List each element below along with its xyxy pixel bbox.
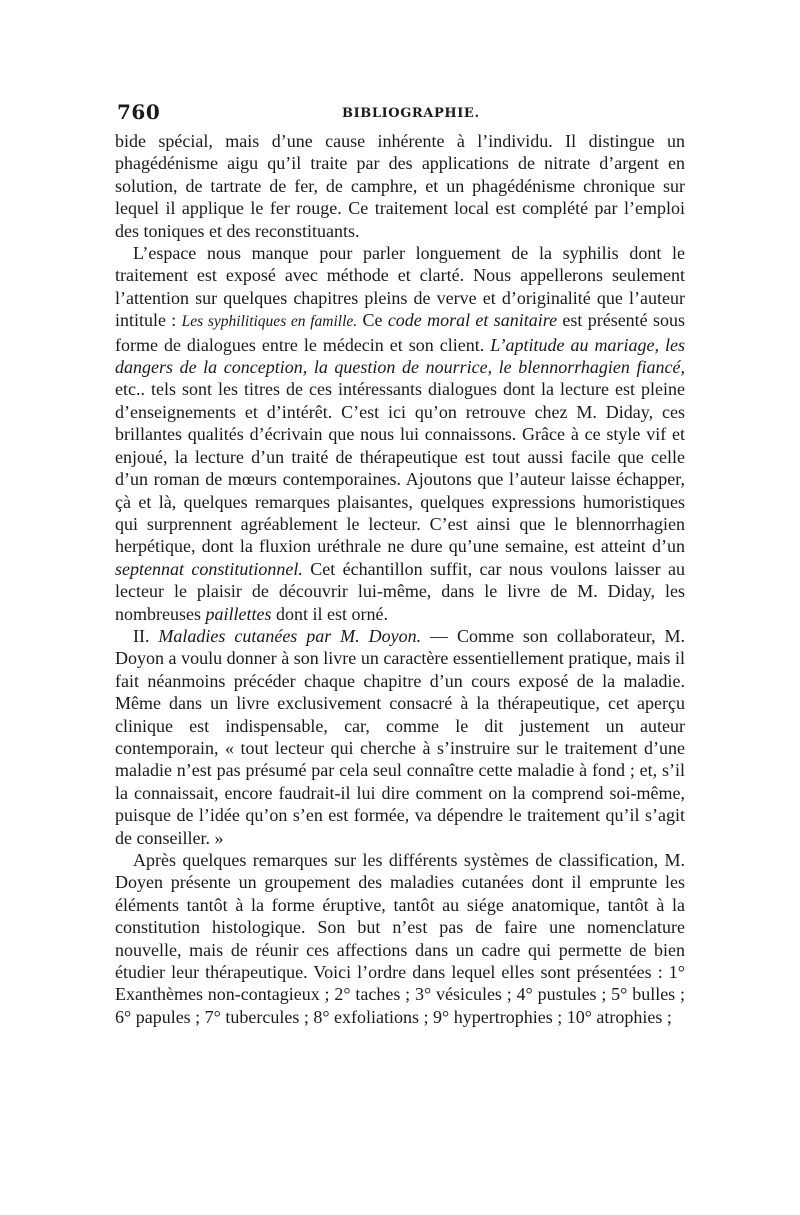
running-title: BIBLIOGRAPHIE. <box>342 106 480 121</box>
text-run: etc.. tels sont les titres de ces intéressants dialogues dont la lecture est pleine d’enseignements et d’intérêt. C’est ici qu’on retrouve chez M. Diday, ces brillantes qualités d’écrivain que nous lui connaissons. Grâce à ce style vif et enjoué, la lecture d’un traité de thérapeutique est tout aussi facile que celle d’un roman de mœurs contemporaines. Ajoutons que l’auteur laisse échapper, çà et là, quelques remarques plaisantes, quelques expressions humoristiques qui surprennent agréablement le lecteur. C’est ainsi que le blennorrhagien herpétique, dont la fluxion uréthrale ne dure qu’une semaine, est atteint d’un <box>115 379 685 557</box>
paragraph-classification <box>115 849 685 1028</box>
italic-run: L’aptitude au mariage, les dangers de la conception, la question de nourrice, le blennorrhagien fiancé, <box>115 334 685 378</box>
text-run: est présenté sous forme de dialogues entre le médecin et son client. <box>115 310 686 355</box>
text-run: Cet échantillon suffit, car nous voulons laisser au lecteur le plaisir de découvrir lui-même, dans le livre de M. Diday, les nombreuses <box>115 558 685 624</box>
paragraph-maladies-cutanees <box>115 625 685 849</box>
text-run: Ce <box>357 310 388 331</box>
paragraph-continuation <box>115 130 685 242</box>
italic-run: Les syphilitiques en famille. <box>181 313 358 331</box>
italic-run: Maladies cutanées par M. Doyon. <box>158 625 422 646</box>
text-run: bide spécial, mais d’une cause inhérente à l’individu. Il distingue un phagédénisme aigu qu’il traite par des applications de nitrate d’argent en solution, de tartrate de fer, de camphre, et un phagédénisme chronique sur lequel il applique le fer rouge. Ce traitement local est complété par l’emploi des toniques et des reconstituants. <box>115 131 685 241</box>
text-run: — Comme son collaborateur, M. Doyon a voulu donner à son livre un caractère essentiellement pratique, mais il fait néanmoins précéder chaque chapitre d’un cours exposé de la maladie. Même dans un livre exclusivement consacré à la thérapeutique, cet aperçu clinique est indispensable, car, comme le dit justement un auteur contemporain, « tout lecteur qui cherche à s’instruire sur le traitement d’une maladie n’est pas présumé par cela seul connaître cette maladie à fond ; et, s’il la connaissait, encore faudrait-il lui dire comment on la comprend soi-même, puisque de l’idée qu’on s’en est formée, va dépendre le traitement qu’il s’agit de conseiller. » <box>115 625 686 848</box>
body-text <box>115 130 685 1028</box>
text-run: II. <box>133 625 159 646</box>
text-run: Après quelques remarques sur les différents systèmes de classification, M. Doyen présente un groupement des maladies cutanées dont il emprunte les éléments tantôt à la forme éruptive, tantôt au siége anatomique, tantôt à la constitution histologique. Son but n’est pas de faire une nomenclature nouvelle, mais de réunir ces affections dans un cadre qui permette de bien étudier leur thérapeutique. Voici l’ordre dans lequel elles sont présentées : 1° Exanthèmes non-contagieux ; 2° taches ; 3° vésicules ; 4° pustules ; 5° bulles ; 6° papules ; 7° tubercules ; 8° exfoliations ; 9° hypertrophies ; 10° atrophies ; <box>115 850 685 1027</box>
page-header <box>117 100 685 126</box>
page-number: 760 <box>117 100 161 124</box>
italic-run: code moral et sanitaire <box>387 310 558 331</box>
italic-run: septennat constitutionnel. <box>115 558 303 579</box>
italic-run: paillettes <box>205 603 272 624</box>
paragraph-syphilis <box>115 242 685 625</box>
text-run: L’espace nous manque pour parler longuement de la syphilis dont le traitement est exposé avec méthode et clarté. Nous appellerons seulement l’attention sur quelques chapitres pleins de verve et d’originalité que l’auteur intitule : <box>115 243 685 331</box>
text-run: dont il est orné. <box>271 603 388 624</box>
